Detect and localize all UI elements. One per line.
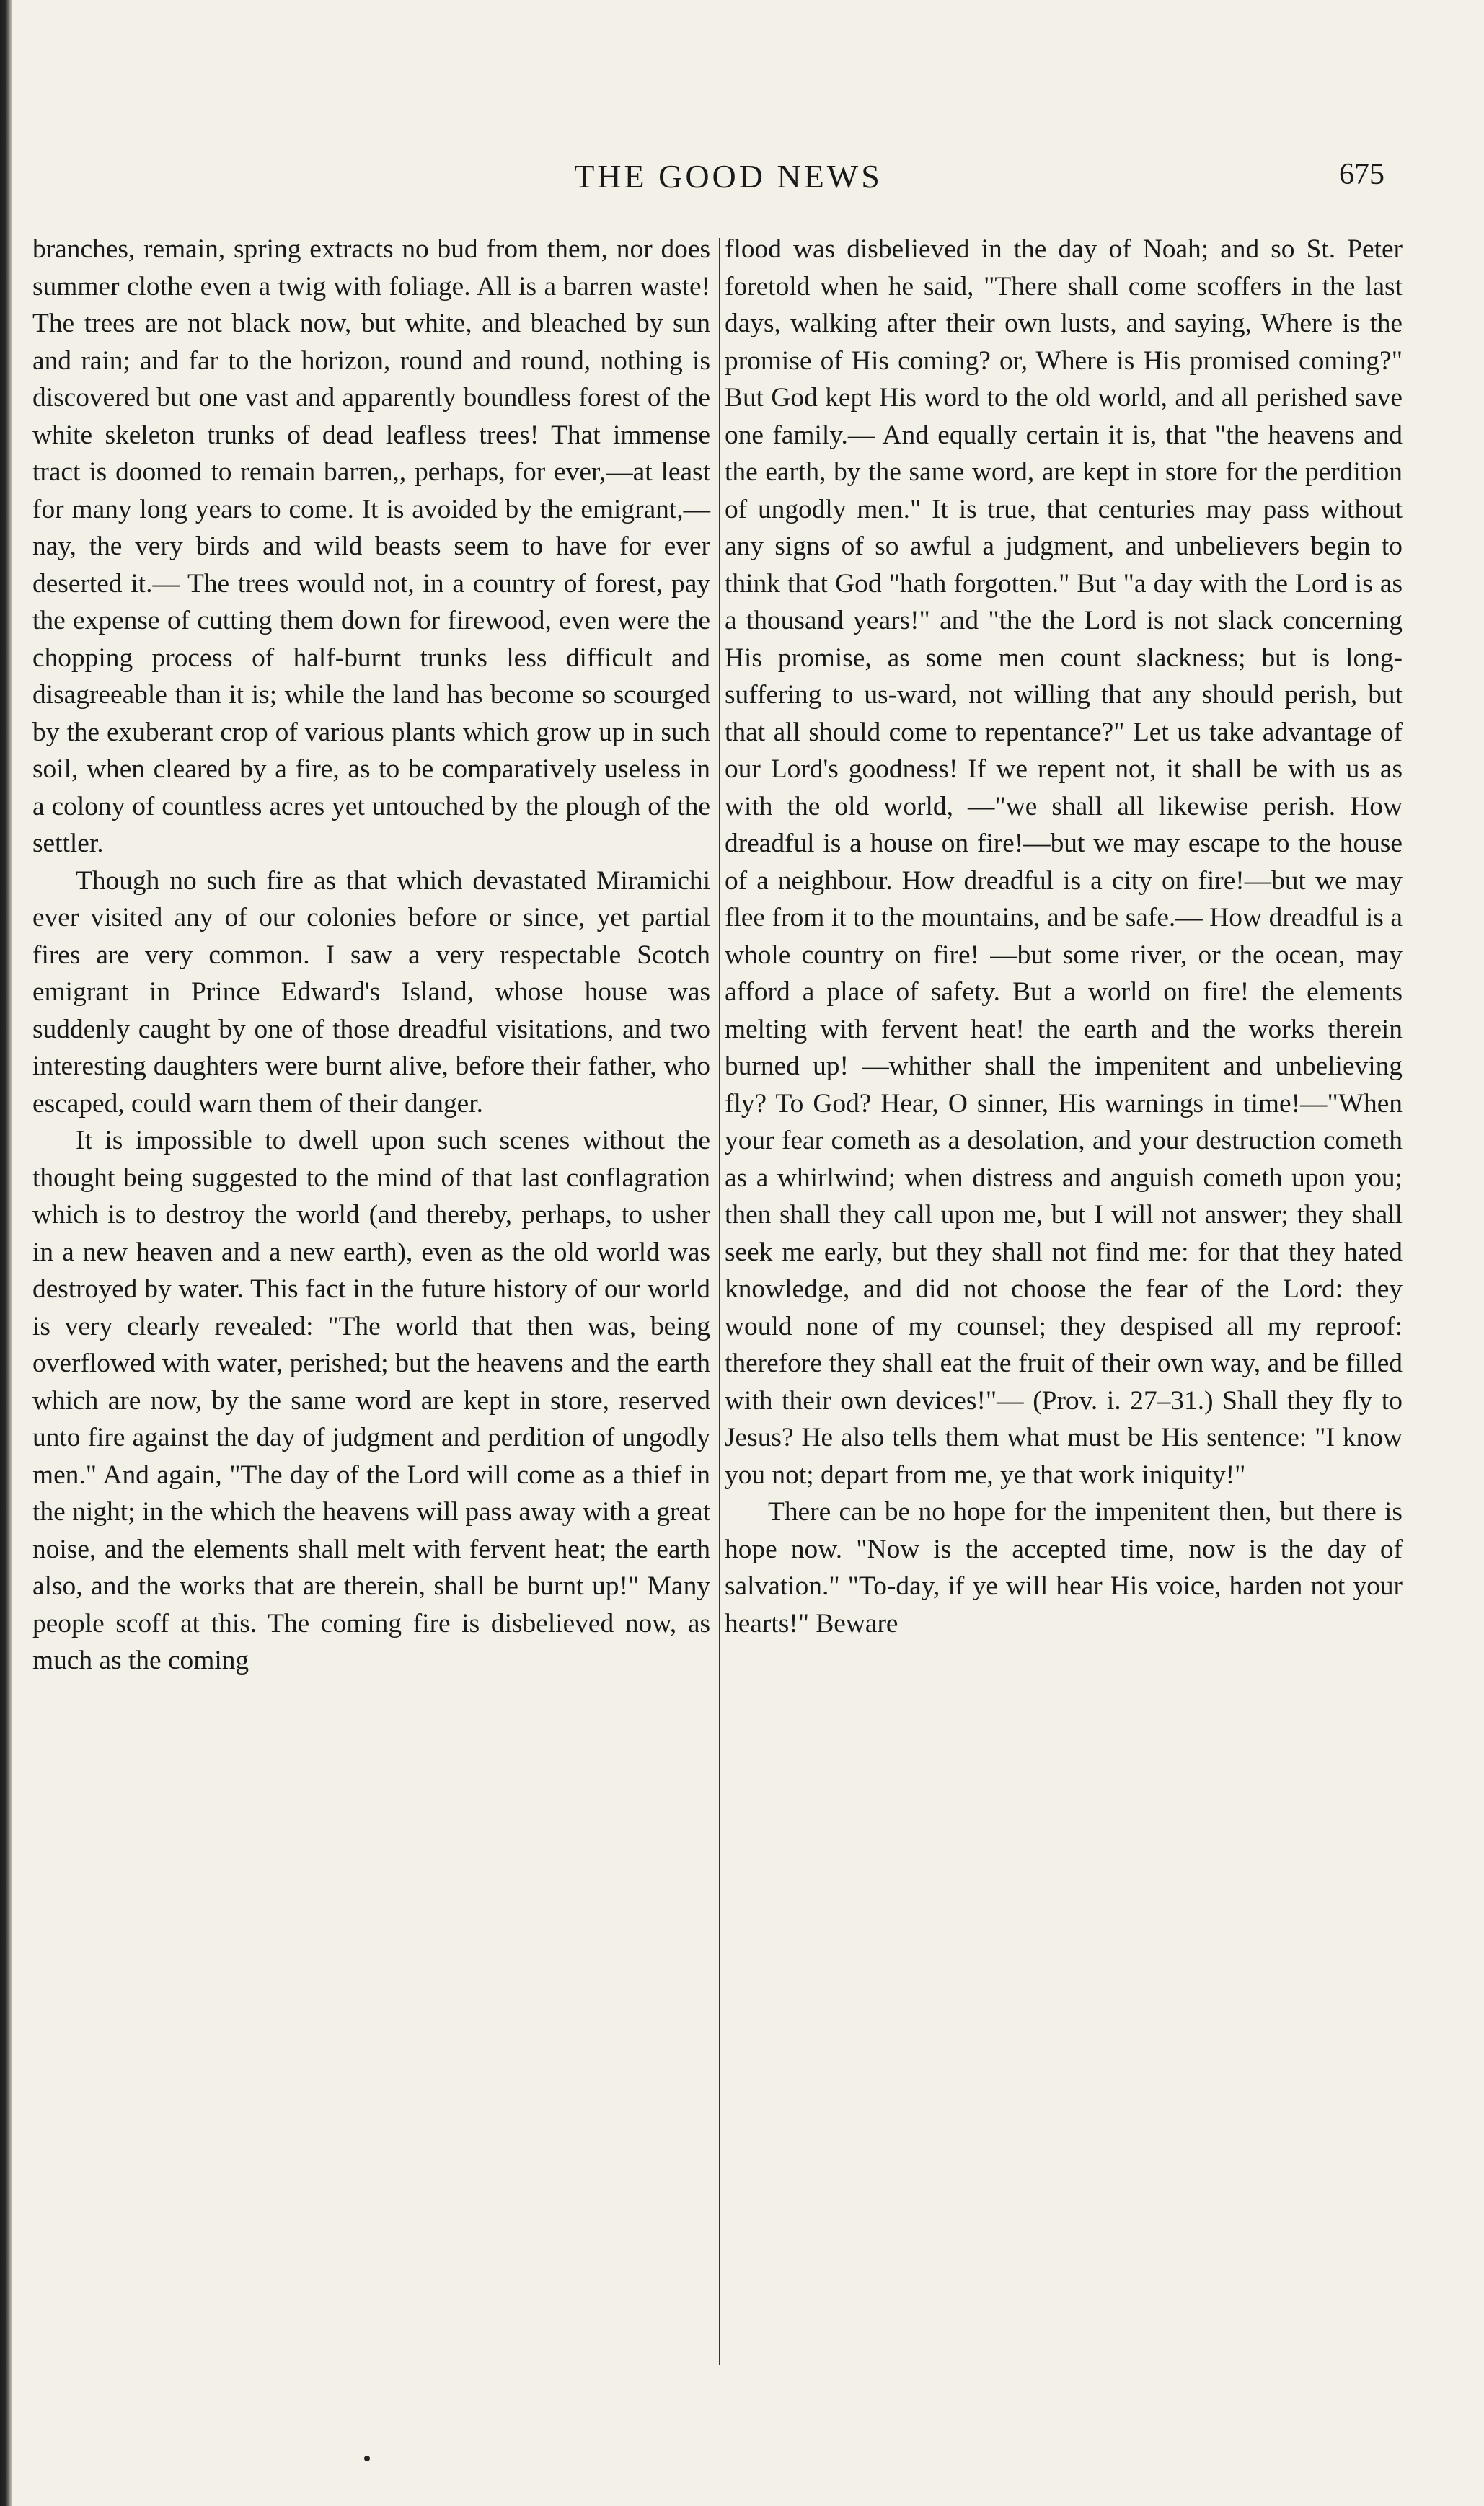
right-column <box>725 231 1403 1642</box>
running-head <box>43 151 1413 202</box>
page-binding-edge <box>0 0 12 2506</box>
ink-speck <box>364 2456 370 2461</box>
left-paragraph-3: It is impossible to dwell upon such scenes without the thought being suggested to the mind of that last conflagration which is to destroy the world (and thereby, perhaps, to usher in a new heaven and a new earth), even as the old world was destroyed by water. This fact in the future history of our world is very clearly revealed: "The world that then was, being overflowed with water, perished; but the heavens and the earth which are now, by the same word are kept in store, reserved unto fire against the day of judgment and perdition of ungodly men." And again, "The day of the Lord will come as a thief in the night; in the which the heavens will pass away with a great noise, and the elements shall melt with fervent heat; the earth also, and the works that are therein, shall be burnt up!" Many people scoff at this. The coming fire is disbelieved now, as much as the coming <box>32 1126 710 1675</box>
right-paragraph-1: flood was disbelieved in the day of Noah; and so St. Peter foretold when he said, "There shall come scoffers in the last days, walking after their own lusts, and saying, Where is the promise of His coming? or, Where is His promised coming?" But God kept His word to the old world, and all perished save one family.— And equally certain it is, that "the heavens and the earth, by the same word, are kept in store for the perdition of ungodly men." It is true, that centuries may pass without any signs of so awful a judgment, and unbelievers begin to think that God "hath forgotten." But "a day with the Lord is as a thousand years!" and "the the Lord is not slack concerning His promise, as some men count slackness; but is long-suffering to us-ward, not willing that any should perish, but that all should come to repentance?" Let us take advantage of our Lord's goodness! If we repent not, it shall be with us as with the old world, —"we shall all likewise perish. How dreadful is a house on fire!—but we may escape to the house of a neighbour. How dreadful is a city on fire!—but we may flee from it to the mountains, and be safe.— How dreadful is a whole country on fire! —but some river, or the ocean, may afford a place of safety. But a world on fire! the elements melting with fervent heat! the earth and the works therein burned up! —whither shall the impenitent and unbelieving fly? To God? Hear, O sinner, His warnings in time!—"When your fear cometh as a desolation, and your destruction cometh as a whirlwind; when distress and anguish cometh upon you; then shall they call upon me, but I will not answer; they shall seek me early, but they shall not find me: for that they hated knowledge, and did not choose the fear of the Lord: they would none of my counsel; they despised all my reproof: therefore they shall eat the fruit of their own way, and be filled with their own devices!"— (Prov. i. 27–31.) Shall they fly to Jesus? He also tells them what must be His sentence: "I know you not; depart from me, ye that work iniquity!" <box>725 234 1403 1490</box>
running-title: THE GOOD NEWS <box>574 158 883 195</box>
page-number: 675 <box>1339 158 1384 191</box>
left-paragraph-1: branches, remain, spring extracts no bud from them, nor does summer clothe even a twig with foliage. All is a barren waste! The trees are not black now, but white, and bleached by sun and rain; and far to the horizon, round and round, nothing is discovered but one vast and apparently boundless forest of the white skeleton trunks of dead leafless trees! That immense tract is doomed to remain barren,, perhaps, for ever,—at least for many long years to come. It is avoided by the emigrant,—nay, the very birds and wild beasts seem to have for ever deserted it.— The trees would not, in a country of forest, pay the expense of cutting them down for firewood, even were the chopping process of half-burnt trunks less difficult and disagreeable than it is; while the land has become so scourged by the exuberant crop of various plants which grow up in such soil, when cleared by a fire, as to be comparatively useless in a colony of countless acres yet untouched by the plough of the settler. <box>32 234 710 858</box>
right-paragraph-2: There can be no hope for the impenitent then, but there is hope now. "Now is the accepted time, now is the day of salvation." "To-day, if ye will hear His voice, harden not your hearts!" Beware <box>725 1497 1403 1638</box>
left-column <box>32 231 710 1680</box>
column-divider <box>719 238 720 2365</box>
left-paragraph-2: Though no such fire as that which devastated Miramichi ever visited any of our colonies before or since, yet partial fires are very common. I saw a very respectable Scotch emigrant in Prince Edward's Island, whose house was suddenly caught by one of those dreadful visitations, and two interesting daughters were burnt alive, before their father, who escaped, could warn them of their danger. <box>32 865 710 1119</box>
